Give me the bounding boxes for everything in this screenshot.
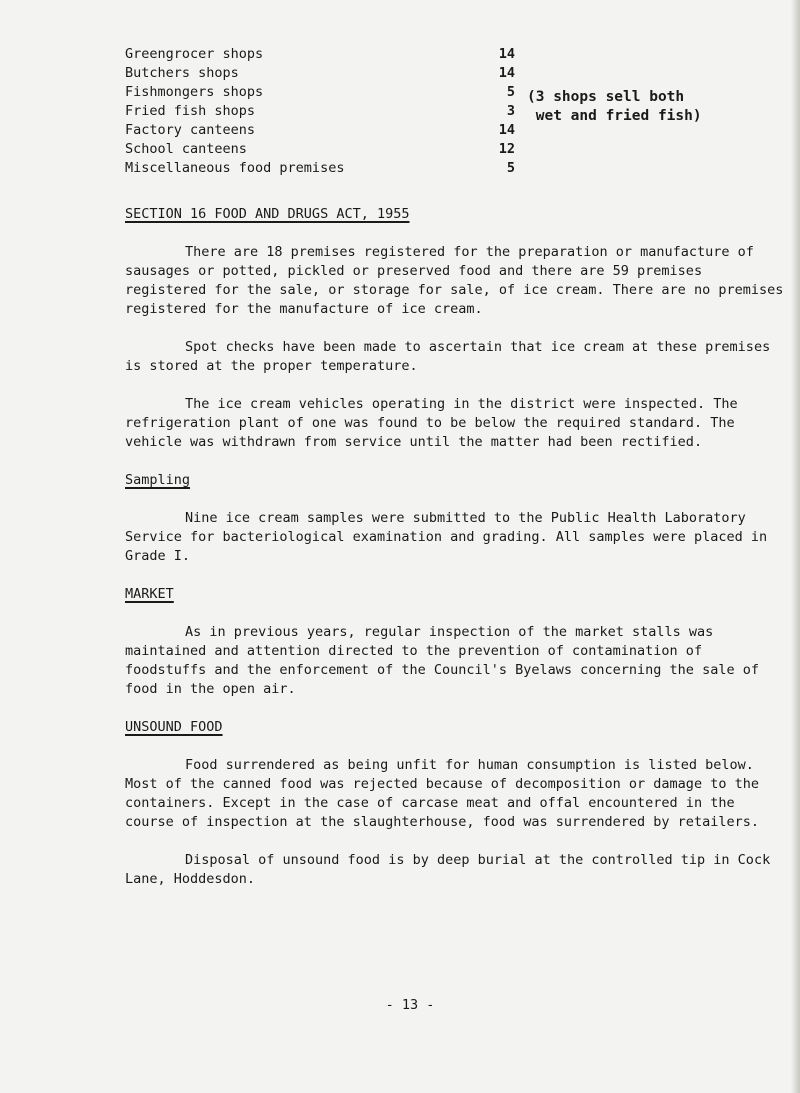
list-item-label: Fishmongers shops (125, 84, 264, 100)
section-market (125, 585, 785, 699)
paragraph: Spot checks have been made to ascertain that ice cream at these premises is stored at the proper temperature. (125, 339, 771, 374)
list-item (125, 45, 725, 64)
section-heading: Sampling (125, 472, 191, 488)
section-heading: MARKET (125, 586, 174, 602)
list-item (125, 64, 725, 83)
paragraph: Nine ice cream samples were submitted to the Public Health Laboratory Service for bacteriological examination and grading. All samples were placed in Grade I. (125, 510, 768, 564)
section-heading: SECTION 16 FOOD AND DRUGS ACT, 1955 (125, 206, 410, 222)
list-item-label: Greengrocer shops (125, 46, 264, 62)
list-item-count: 3 (506, 103, 515, 119)
page-number: - 13 - (385, 997, 435, 1013)
binding-edge (791, 0, 800, 1093)
list-item-count: 14 (498, 65, 515, 81)
section-food-and-drugs-act (125, 205, 785, 452)
paragraph: As in previous years, regular inspection of the market stalls was maintained and attention directed to the prevention of contamination of foodstuffs and the enforcement of the Council's Byelaws concerning the sale of food in the open air. (125, 624, 759, 697)
list-item-label: Factory canteens (125, 122, 256, 138)
list-item-label: Butchers shops (125, 65, 239, 81)
list-item-count: 14 (498, 46, 515, 62)
report-body (125, 205, 785, 908)
paragraph: Food surrendered as being unfit for human consumption is listed below. Most of the canned food was rejected because of decomposition or damage to the containers. Except in the case of carcase meat and offal encountered in the course of inspection at the slaughterhouse, food was surrendered by retailers. (125, 757, 759, 830)
list-item-label: School canteens (125, 141, 247, 157)
paragraph: Disposal of unsound food is by deep burial at the controlled tip in Cock Lane, Hoddesdon. (125, 852, 771, 887)
fish-shops-note: (3 shops sell both wet and fried fish) (527, 89, 702, 124)
list-item-label: Fried fish shops (125, 103, 256, 119)
page-footer (0, 995, 800, 1015)
list-item-count: 12 (498, 141, 515, 157)
section-unsound-food (125, 718, 785, 889)
paragraph: There are 18 premises registered for the preparation or manufacture of sausages or potted, pickled or preserved food and there are 59 premises registered for the sale, or storage for sale, of ice cream. There are no premises registered for the manufacture of ice cream. (125, 244, 784, 317)
list-item (125, 159, 725, 178)
list-item-label: Miscellaneous food premises (125, 160, 345, 176)
list-item (125, 140, 725, 159)
paragraph: The ice cream vehicles operating in the district were inspected. The refrigeration plant of one was found to be below the required standard. The vehicle was withdrawn from service until the matter had been rectified. (125, 396, 738, 450)
list-item-count: 5 (506, 160, 515, 176)
list-item-count: 5 (506, 84, 515, 100)
section-sampling (125, 471, 785, 566)
list-item-count: 14 (498, 122, 515, 138)
section-heading: UNSOUND FOOD (125, 719, 223, 735)
